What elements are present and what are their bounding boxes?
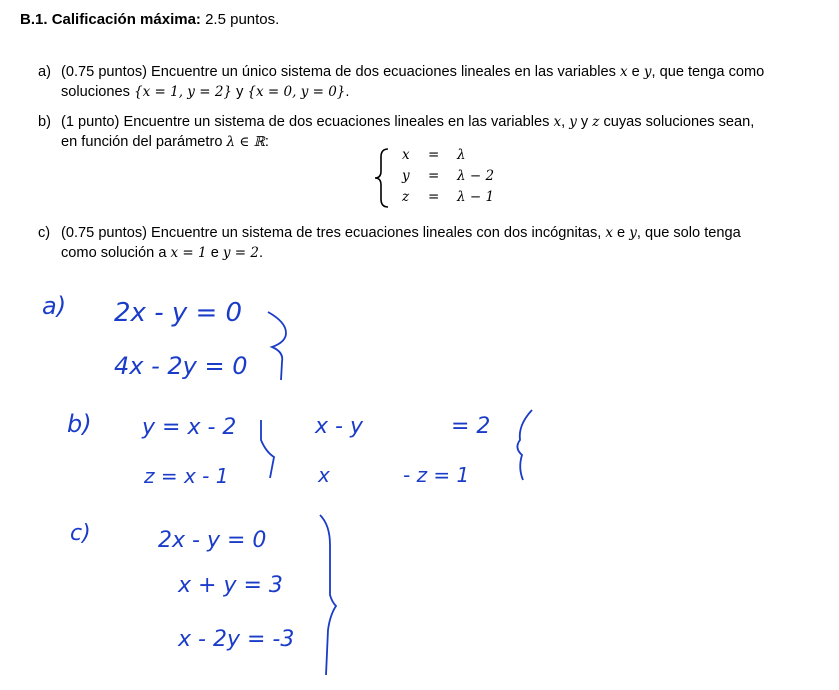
answer-b-right-eq1-lhs: x - y bbox=[315, 414, 363, 439]
question-b-text-1: (1 punto) Encuentre un sistema de dos ecuaciones lineales en las variables bbox=[61, 114, 550, 130]
question-a-letter: a) bbox=[38, 64, 51, 80]
answer-a bbox=[42, 292, 286, 380]
question-c-end: . bbox=[259, 245, 264, 261]
question-c-letter: c) bbox=[38, 225, 51, 241]
answer-b-right-eq1-rhs: = 2 bbox=[451, 414, 491, 439]
question-b-and: y bbox=[580, 114, 589, 130]
answer-c-eq2: x + y = 3 bbox=[178, 573, 283, 598]
question-b-var-z: z bbox=[592, 114, 600, 130]
answer-b-label: b) bbox=[67, 410, 92, 438]
system-row-var: x bbox=[402, 147, 410, 163]
question-b-parameter: λ ∈ ℝ bbox=[226, 134, 265, 150]
system-row-var: z bbox=[402, 189, 410, 205]
question-b-var-y: y bbox=[569, 114, 577, 130]
question-c-var-x: x bbox=[605, 225, 613, 241]
question-a-conj: e bbox=[631, 64, 640, 80]
answer-a-brace bbox=[268, 312, 286, 380]
system-row-rhs: λ − 1 bbox=[457, 189, 495, 205]
question-b-var-x: x bbox=[553, 114, 562, 130]
answer-b-right-eq2-lhs: x bbox=[318, 463, 330, 487]
answer-c bbox=[70, 515, 336, 675]
question-a-and: y bbox=[236, 84, 244, 100]
question-b-text-3: en función del parámetro bbox=[61, 134, 223, 150]
answer-c-brace bbox=[320, 515, 336, 675]
question-a-end: . bbox=[345, 84, 350, 100]
answer-b-right-brace bbox=[517, 410, 532, 480]
system-row-var: y bbox=[402, 168, 410, 184]
question-a-text-2: , que tenga como bbox=[651, 64, 765, 80]
question-a-text-3: soluciones bbox=[61, 84, 130, 100]
question-a-var-x: x bbox=[619, 64, 628, 80]
answer-b-left-brace bbox=[261, 420, 274, 478]
answer-a-eq2: 4x - 2y = 0 bbox=[114, 352, 248, 380]
question-c-text-3: como solución a bbox=[61, 245, 167, 261]
question-c-condition-1: x = 1 bbox=[170, 245, 207, 261]
answer-b-right-eq2-rhs: - z = 1 bbox=[403, 463, 470, 487]
answer-b-left-eq1: y = x - 2 bbox=[142, 415, 237, 440]
system-row-eq: = bbox=[428, 189, 440, 205]
problem-number: B.1. bbox=[20, 11, 48, 28]
question-a-var-y: y bbox=[643, 64, 652, 80]
question-b-comma: , bbox=[561, 114, 566, 130]
question-b-text-2: cuyas soluciones sean, bbox=[603, 114, 755, 130]
question-b-end: : bbox=[264, 134, 269, 150]
answer-a-eq1: 2x - y = 0 bbox=[114, 298, 243, 328]
question-a-solution-1: {x = 1, y = 2} bbox=[134, 84, 232, 100]
question-c-conj: e bbox=[617, 225, 626, 241]
max-score-label: Calificación máxima: bbox=[51, 11, 201, 28]
answer-c-label: c) bbox=[70, 521, 91, 546]
system-row-eq: = bbox=[428, 147, 440, 163]
question-b-letter: b) bbox=[38, 114, 51, 130]
system-row-rhs: λ bbox=[457, 147, 466, 163]
answer-a-label: a) bbox=[42, 292, 67, 320]
question-c-var-y: y bbox=[629, 225, 637, 241]
answer-c-eq3: x - 2y = -3 bbox=[178, 627, 295, 652]
question-c-condition-2: y = 2 bbox=[222, 245, 260, 261]
question-a-text-1: (0.75 puntos) Encuentre un único sistema de dos ecuaciones lineales en las variables bbox=[61, 64, 616, 80]
question-c-text-2: , que solo tenga bbox=[636, 225, 741, 241]
question-c-text-1: (0.75 puntos) Encuentre un sistema de tres ecuaciones lineales con dos incógnitas, bbox=[61, 225, 602, 241]
system-row-eq: = bbox=[428, 168, 440, 184]
question-a-solution-2: {x = 0, y = 0} bbox=[247, 84, 346, 100]
answer-c-eq1: 2x - y = 0 bbox=[158, 528, 267, 553]
answer-b-left-eq2: z = x - 1 bbox=[144, 464, 229, 488]
question-c-conj-2: e bbox=[210, 245, 219, 261]
answer-b bbox=[67, 410, 532, 488]
system-row-rhs: λ − 2 bbox=[457, 168, 495, 184]
max-score-value: 2.5 puntos. bbox=[205, 11, 280, 28]
